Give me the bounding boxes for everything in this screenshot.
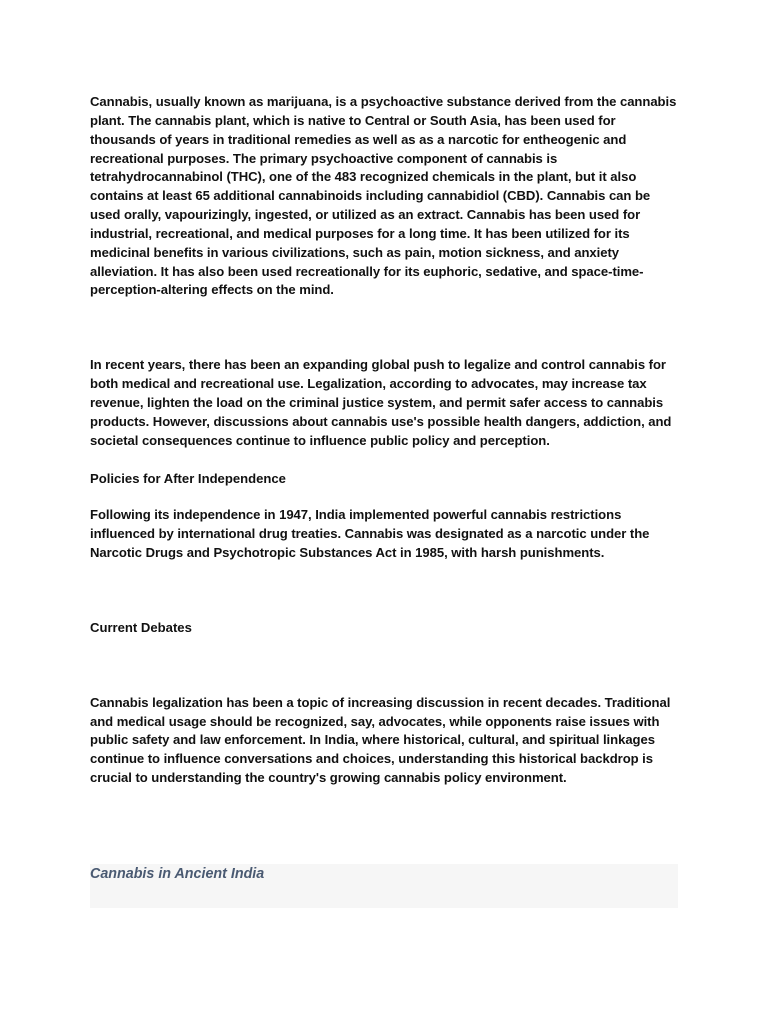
paragraph-intro: Cannabis, usually known as marijuana, is a psychoactive substance derived from the cannabis plant. The cannabis plant, which is native to Central or South Asia, has been used for thousands of years in traditional remedies as well as as a narcotic for entheogenic and recreational purposes. The primary psychoactive component of cannabis is tetrahydrocannabinol (THC), one of the 483 recognized chemicals in the plant, but it also contains at least 65 additional cannabinoids including cannabidiol (CBD). Cannabis can be used orally, vapourizingly, ingested, or utilized as an extract. Cannabis has been used for industrial, recreational, and medical purposes for a long time. It has been utilized for its medicinal benefits in various civilizations, such as pain, motion sickness, and anxiety alleviation. It has also been used recreationally for its euphoric, sedative, and space-time-perception-altering effects on the mind. xyxy=(90,94,677,298)
paragraph-debates: Cannabis legalization has been a topic of increasing discussion in recent decades. Traditional and medical usage should be recognized, say, advocates, while opponents raise issues with public safety and law enforcement. In India, where historical, cultural, and spiritual linkages continue to influence conversations and choices, understanding this historical backdrop is crucial to understanding the country's growing cannabis policy environment. xyxy=(90,694,671,786)
paragraph-legalization: In recent years, there has been an expanding global push to legalize and control cannabis for both medical and recreational use. Legalization, according to advocates, may increase tax revenue, lighten the load on the criminal justice system, and permit safer access to cannabis products. However, discussions about cannabis use's possible health dangers, addiction, and societal consequences continue to influence public policy and perception. xyxy=(90,357,672,448)
paragraph-independence: Following its independence in 1947, India implemented powerful cannabis restrictions influenced by international drug treaties. Cannabis was designated as a narcotic under the Narcotic Drugs and Psychotropic Substances Act in 1985, with harsh punishments. xyxy=(90,507,650,561)
callout-title: Cannabis in Ancient India xyxy=(90,866,265,882)
heading-after-independence: Policies for After Independence xyxy=(90,470,286,486)
section-callout xyxy=(90,864,678,908)
heading-current-debates: Current Debates xyxy=(90,619,192,635)
document-body xyxy=(90,93,680,788)
